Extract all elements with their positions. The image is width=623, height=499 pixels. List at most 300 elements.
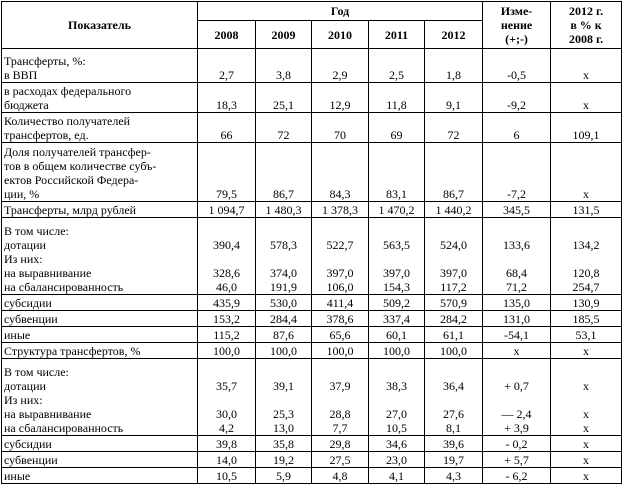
cell-year-value: 11,8	[386, 98, 407, 112]
cell-pct	[551, 452, 622, 468]
row-label-line: ектов Российской Федера-	[4, 173, 139, 187]
cell-year-value	[427, 252, 480, 266]
cell-year-value: 27,6	[443, 407, 465, 421]
row-label-line: субсидии	[4, 437, 52, 451]
row-label	[2, 311, 198, 327]
cell-pct	[551, 143, 622, 202]
row-label	[2, 202, 198, 218]
cell-change-value: - 6,2	[505, 469, 528, 483]
cell-pct-value: х	[583, 407, 590, 421]
cell-year-value: 435,9	[213, 296, 240, 310]
header-change	[483, 2, 551, 49]
cell-pct	[551, 218, 622, 295]
row-label	[2, 49, 198, 83]
cell-change-value: -54,1	[504, 328, 530, 342]
cell-year-value	[258, 252, 309, 266]
table-row	[2, 327, 622, 343]
cell-change-value: 345,5	[503, 203, 531, 217]
header-year: 2011	[369, 21, 425, 49]
table-row	[2, 295, 622, 311]
cell-year	[256, 113, 312, 143]
cell-pct-value: 254,7	[572, 280, 600, 294]
cell-year	[369, 327, 425, 343]
cell-year	[369, 436, 425, 452]
cell-year-value: 34,6	[386, 437, 407, 451]
cell-year-value: 337,4	[383, 312, 410, 326]
row-label	[2, 359, 198, 436]
cell-year-value: 4,1	[389, 469, 404, 483]
cell-year	[312, 359, 369, 436]
cell-pct-value: 130,9	[572, 296, 600, 310]
cell-year-value: 86,7	[443, 187, 465, 201]
row-label-line: на выравнивание	[4, 407, 92, 421]
cell-year-value: 2,7	[219, 68, 234, 82]
cell-year-value: 100,0	[440, 344, 468, 358]
cell-year	[198, 436, 256, 452]
table-row	[2, 436, 622, 452]
row-label	[2, 113, 198, 143]
cell-pct-value	[553, 393, 619, 407]
cell-year	[312, 452, 369, 468]
cell-year-value: 39,8	[216, 437, 237, 451]
cell-year	[369, 202, 425, 218]
cell-year	[369, 83, 425, 113]
cell-year	[425, 452, 483, 468]
cell-year-value: 2,9	[332, 68, 348, 82]
cell-year-value	[371, 252, 422, 266]
cell-year	[369, 311, 425, 327]
cell-year-value: 69	[390, 128, 403, 142]
table-row	[2, 468, 622, 484]
cell-year-value: 27,5	[329, 453, 351, 467]
cell-change-value: 68,4	[506, 266, 528, 280]
cell-change	[483, 359, 551, 436]
header-pct-line: 2012 г.	[568, 4, 604, 18]
cell-year	[256, 436, 312, 452]
cell-year-value: 117,2	[440, 280, 467, 294]
cell-pct	[551, 295, 622, 311]
cell-year	[312, 468, 369, 484]
cell-year	[312, 311, 369, 327]
row-label-line: В том числе:	[4, 224, 69, 238]
cell-pct	[551, 49, 622, 83]
cell-year-value: 1 094,7	[208, 203, 245, 217]
cell-year-value: 39,6	[443, 437, 465, 451]
cell-year-value: 46,0	[216, 280, 237, 294]
row-label-line: на сбалансированность	[4, 280, 124, 294]
header-change-line: нение	[500, 18, 533, 32]
cell-year	[256, 327, 312, 343]
cell-change-value: -9,2	[507, 98, 527, 112]
row-label-line: дотации	[4, 379, 46, 393]
cell-year	[312, 113, 369, 143]
cell-pct	[551, 113, 622, 143]
row-label	[2, 218, 198, 295]
cell-year	[256, 343, 312, 359]
row-label-line: Доля получателей трансфер-	[4, 145, 151, 159]
row-label	[2, 295, 198, 311]
cell-year	[256, 143, 312, 202]
cell-change	[483, 143, 551, 202]
cell-year-value	[371, 393, 422, 407]
cell-year	[425, 218, 483, 295]
cell-year	[369, 218, 425, 295]
cell-year	[369, 452, 425, 468]
cell-pct-value: х	[583, 98, 590, 112]
cell-year-value: 1 440,2	[435, 203, 472, 217]
cell-pct-value: 131,5	[572, 203, 600, 217]
row-label-line: на сбалансированность	[4, 421, 124, 435]
cell-year	[425, 295, 483, 311]
cell-year	[256, 359, 312, 436]
cell-change	[483, 327, 551, 343]
cell-change-value	[485, 393, 548, 407]
cell-year	[198, 468, 256, 484]
cell-year-value: 61,1	[443, 328, 465, 342]
cell-year	[256, 49, 312, 83]
cell-year-value: 106,0	[326, 280, 354, 294]
cell-year-value: 30,0	[216, 407, 237, 421]
cell-change-value: 6	[513, 128, 520, 142]
cell-year-value: 4,2	[219, 421, 234, 435]
header-year: 2010	[312, 21, 369, 49]
cell-year-value: 3,8	[276, 68, 291, 82]
cell-year-value: 12,9	[329, 98, 351, 112]
cell-year-value: 23,0	[386, 453, 407, 467]
cell-year-value: 4,3	[446, 469, 462, 483]
header-change-line: Изме-	[500, 4, 533, 18]
row-label-line: Из них:	[4, 252, 43, 266]
cell-year-value: 7,7	[332, 421, 348, 435]
cell-year	[256, 295, 312, 311]
cell-change-value: - 0,2	[505, 437, 528, 451]
header-pct-line: в % к	[570, 18, 602, 32]
table-row	[2, 202, 622, 218]
cell-year-value: 5,9	[276, 469, 291, 483]
cell-year-value: 72	[277, 128, 290, 142]
cell-change	[483, 295, 551, 311]
cell-year	[198, 49, 256, 83]
cell-change-value: -0,5	[507, 68, 527, 82]
cell-change	[483, 436, 551, 452]
cell-year	[256, 311, 312, 327]
cell-year-value: 153,2	[213, 312, 240, 326]
cell-year-value: 1,8	[446, 68, 462, 82]
cell-year	[425, 143, 483, 202]
cell-pct-value	[553, 252, 619, 266]
cell-change	[483, 311, 551, 327]
cell-year-value: 86,7	[273, 187, 294, 201]
cell-year	[198, 202, 256, 218]
cell-year	[198, 311, 256, 327]
cell-pct-value: х	[583, 379, 590, 393]
cell-year	[369, 49, 425, 83]
cell-pct	[551, 83, 622, 113]
cell-year	[312, 143, 369, 202]
cell-year	[312, 83, 369, 113]
cell-pct	[551, 311, 622, 327]
cell-year-value: 530,0	[270, 296, 297, 310]
cell-year-value: 27,0	[386, 407, 407, 421]
cell-year-value: 328,6	[213, 266, 240, 280]
cell-year-value	[314, 252, 366, 266]
header-pct	[551, 2, 622, 49]
cell-year-value	[258, 393, 309, 407]
cell-year-value: 35,7	[216, 379, 237, 393]
row-label-line: субвенции	[4, 312, 58, 326]
cell-pct	[551, 327, 622, 343]
cell-year-value: 19,7	[443, 453, 465, 467]
row-label	[2, 468, 198, 484]
cell-year-value: 66	[220, 128, 233, 142]
cell-year-value: 13,0	[273, 421, 294, 435]
cell-year-value: 38,3	[386, 379, 407, 393]
cell-year-value: 14,0	[216, 453, 237, 467]
cell-year	[256, 218, 312, 295]
cell-year-value: 28,8	[329, 407, 351, 421]
cell-year-value: 578,3	[270, 238, 297, 252]
table-row	[2, 49, 622, 83]
cell-year	[256, 468, 312, 484]
cell-year	[425, 468, 483, 484]
row-label-line: В том числе:	[4, 365, 69, 379]
cell-year	[425, 327, 483, 343]
cell-year-value: 570,9	[440, 296, 468, 310]
row-label-line: на выравнивание	[4, 266, 92, 280]
cell-year-value: 397,0	[326, 266, 354, 280]
cell-year-value: 10,5	[386, 421, 407, 435]
cell-year-value: 509,2	[383, 296, 410, 310]
cell-year	[198, 359, 256, 436]
cell-year-value: 100,0	[326, 344, 354, 358]
table-row	[2, 359, 622, 436]
row-label	[2, 327, 198, 343]
cell-year	[369, 359, 425, 436]
transfers-table	[1, 1, 622, 484]
cell-year-value: 100,0	[270, 344, 297, 358]
cell-year	[256, 202, 312, 218]
cell-change	[483, 83, 551, 113]
cell-year-value: 72	[447, 128, 460, 142]
header-year: 2008	[198, 21, 256, 49]
cell-year-value: 83,1	[386, 187, 407, 201]
cell-year	[198, 452, 256, 468]
row-label-line: дотации	[4, 238, 46, 252]
cell-year	[198, 327, 256, 343]
cell-pct-value: х	[583, 469, 590, 483]
table-row	[2, 343, 622, 359]
cell-year	[312, 295, 369, 311]
cell-year-value: 390,4	[213, 238, 240, 252]
cell-change	[483, 452, 551, 468]
cell-year-value: 154,3	[383, 280, 410, 294]
cell-year	[256, 83, 312, 113]
row-label-line: бюджета	[4, 98, 49, 112]
cell-year-value: 397,0	[383, 266, 410, 280]
cell-year	[369, 113, 425, 143]
cell-change-value: + 5,7	[504, 453, 529, 467]
cell-year-value: 25,3	[273, 407, 294, 421]
cell-pct	[551, 343, 622, 359]
cell-pct-value: х	[583, 453, 590, 467]
cell-year-value: 1 480,3	[265, 203, 302, 217]
cell-year-value: 524,0	[440, 238, 468, 252]
cell-pct	[551, 436, 622, 452]
cell-year-value: 65,6	[329, 328, 351, 342]
cell-pct-value: 53,1	[575, 328, 597, 342]
table-row	[2, 311, 622, 327]
cell-year	[312, 202, 369, 218]
row-label-line: в ВВП	[4, 68, 38, 82]
cell-year-value: 8,1	[446, 421, 462, 435]
table-row	[2, 113, 622, 143]
header-pct-line: 2008 г.	[568, 32, 604, 46]
cell-year-value: 378,6	[326, 312, 354, 326]
cell-change-value: -7,2	[507, 187, 527, 201]
cell-year	[312, 343, 369, 359]
cell-year	[425, 359, 483, 436]
cell-pct-value: 120,8	[572, 266, 600, 280]
header-year-group: Год	[198, 2, 483, 21]
cell-year-value: 4,8	[332, 469, 348, 483]
cell-change-value: 131,0	[503, 312, 531, 326]
cell-year-value	[314, 393, 366, 407]
cell-year	[369, 343, 425, 359]
cell-year	[198, 218, 256, 295]
cell-year-value: 70	[334, 128, 346, 142]
row-label	[2, 83, 198, 113]
row-label-line: субсидии	[4, 296, 52, 310]
cell-year-value: 100,0	[213, 344, 240, 358]
cell-change-value	[485, 252, 548, 266]
cell-change	[483, 202, 551, 218]
cell-pct-value: х	[583, 187, 590, 201]
row-label	[2, 452, 198, 468]
cell-change-value: + 0,7	[504, 379, 529, 393]
cell-year	[198, 83, 256, 113]
table-row	[2, 218, 622, 295]
cell-change-value: + 3,9	[504, 421, 529, 435]
cell-year	[425, 202, 483, 218]
cell-change	[483, 218, 551, 295]
cell-year-value: 522,7	[326, 238, 354, 252]
table-row	[2, 83, 622, 113]
cell-year-value	[200, 393, 253, 407]
cell-year	[425, 49, 483, 83]
cell-pct	[551, 359, 622, 436]
cell-year	[425, 311, 483, 327]
cell-change	[483, 113, 551, 143]
cell-year-value: 87,6	[273, 328, 294, 342]
cell-change	[483, 49, 551, 83]
cell-year-value: 37,9	[329, 379, 351, 393]
cell-year	[425, 436, 483, 452]
row-label-line: Структура трансфертов, %	[4, 344, 141, 358]
cell-year-value: 19,2	[273, 453, 294, 467]
cell-year	[198, 343, 256, 359]
cell-year-value	[427, 393, 480, 407]
cell-year	[198, 143, 256, 202]
cell-change	[483, 468, 551, 484]
header-change-line: (+;-)	[505, 32, 528, 46]
cell-year-value: 25,1	[273, 98, 294, 112]
cell-pct-value: х	[583, 344, 590, 358]
cell-year-value: 115,2	[213, 328, 240, 342]
cell-pct-value: 185,5	[572, 312, 600, 326]
cell-year-value	[200, 252, 253, 266]
cell-year	[425, 113, 483, 143]
row-label-line: Количество получателей	[4, 114, 131, 128]
header-metric: Показатель	[2, 2, 198, 49]
cell-year-value: 1 378,3	[322, 203, 358, 217]
cell-year-value: 374,0	[270, 266, 297, 280]
cell-year-value: 35,8	[273, 437, 294, 451]
cell-pct	[551, 202, 622, 218]
row-label-line: иные	[4, 469, 31, 483]
row-label-line: ции, %	[4, 187, 40, 201]
cell-change-value: — 2,4	[501, 407, 532, 421]
cell-year-value: 1 470,2	[378, 203, 415, 217]
cell-year	[312, 436, 369, 452]
cell-year-value: 84,3	[329, 187, 351, 201]
cell-year	[256, 452, 312, 468]
cell-year	[369, 295, 425, 311]
row-label-line: тов в общем количестве субъ-	[4, 159, 157, 173]
row-label-line: Трансферты, %:	[4, 54, 86, 68]
cell-year	[198, 295, 256, 311]
cell-pct-value: х	[583, 68, 590, 82]
cell-year-value: 284,4	[270, 312, 297, 326]
cell-pct	[551, 468, 622, 484]
row-label-line: Трансферты, млрд рублей	[4, 203, 137, 217]
row-label-line: в расходах федерального	[4, 84, 132, 98]
cell-change-value: 133,6	[503, 238, 531, 252]
cell-year	[425, 343, 483, 359]
cell-year	[369, 143, 425, 202]
cell-year-value: 60,1	[386, 328, 407, 342]
cell-pct-value: х	[583, 421, 590, 435]
cell-pct-value: х	[583, 437, 590, 451]
row-label-line: субвенции	[4, 453, 58, 467]
cell-pct-value: 109,1	[572, 128, 600, 142]
cell-year-value: 10,5	[216, 469, 237, 483]
row-label-line: Из них:	[4, 393, 43, 407]
table-row	[2, 143, 622, 202]
cell-year-value: 2,5	[389, 68, 404, 82]
cell-year-value: 563,5	[383, 238, 410, 252]
cell-year-value: 79,5	[216, 187, 237, 201]
header-year: 2012	[425, 21, 483, 49]
cell-pct-value: 134,2	[572, 238, 600, 252]
cell-year	[312, 49, 369, 83]
cell-year-value: 18,3	[216, 98, 237, 112]
cell-year-value: 411,4	[326, 296, 354, 310]
header-year: 2009	[256, 21, 312, 49]
cell-year-value: 9,1	[446, 98, 462, 112]
cell-year-value: 29,8	[329, 437, 351, 451]
cell-change-value: 71,2	[506, 280, 528, 294]
row-label	[2, 143, 198, 202]
cell-year-value: 397,0	[440, 266, 468, 280]
row-label-line: иные	[4, 328, 31, 342]
cell-year	[198, 113, 256, 143]
cell-year-value: 39,1	[273, 379, 294, 393]
cell-year	[312, 218, 369, 295]
row-label	[2, 436, 198, 452]
cell-year	[425, 83, 483, 113]
cell-year-value: 284,2	[440, 312, 468, 326]
cell-change	[483, 343, 551, 359]
